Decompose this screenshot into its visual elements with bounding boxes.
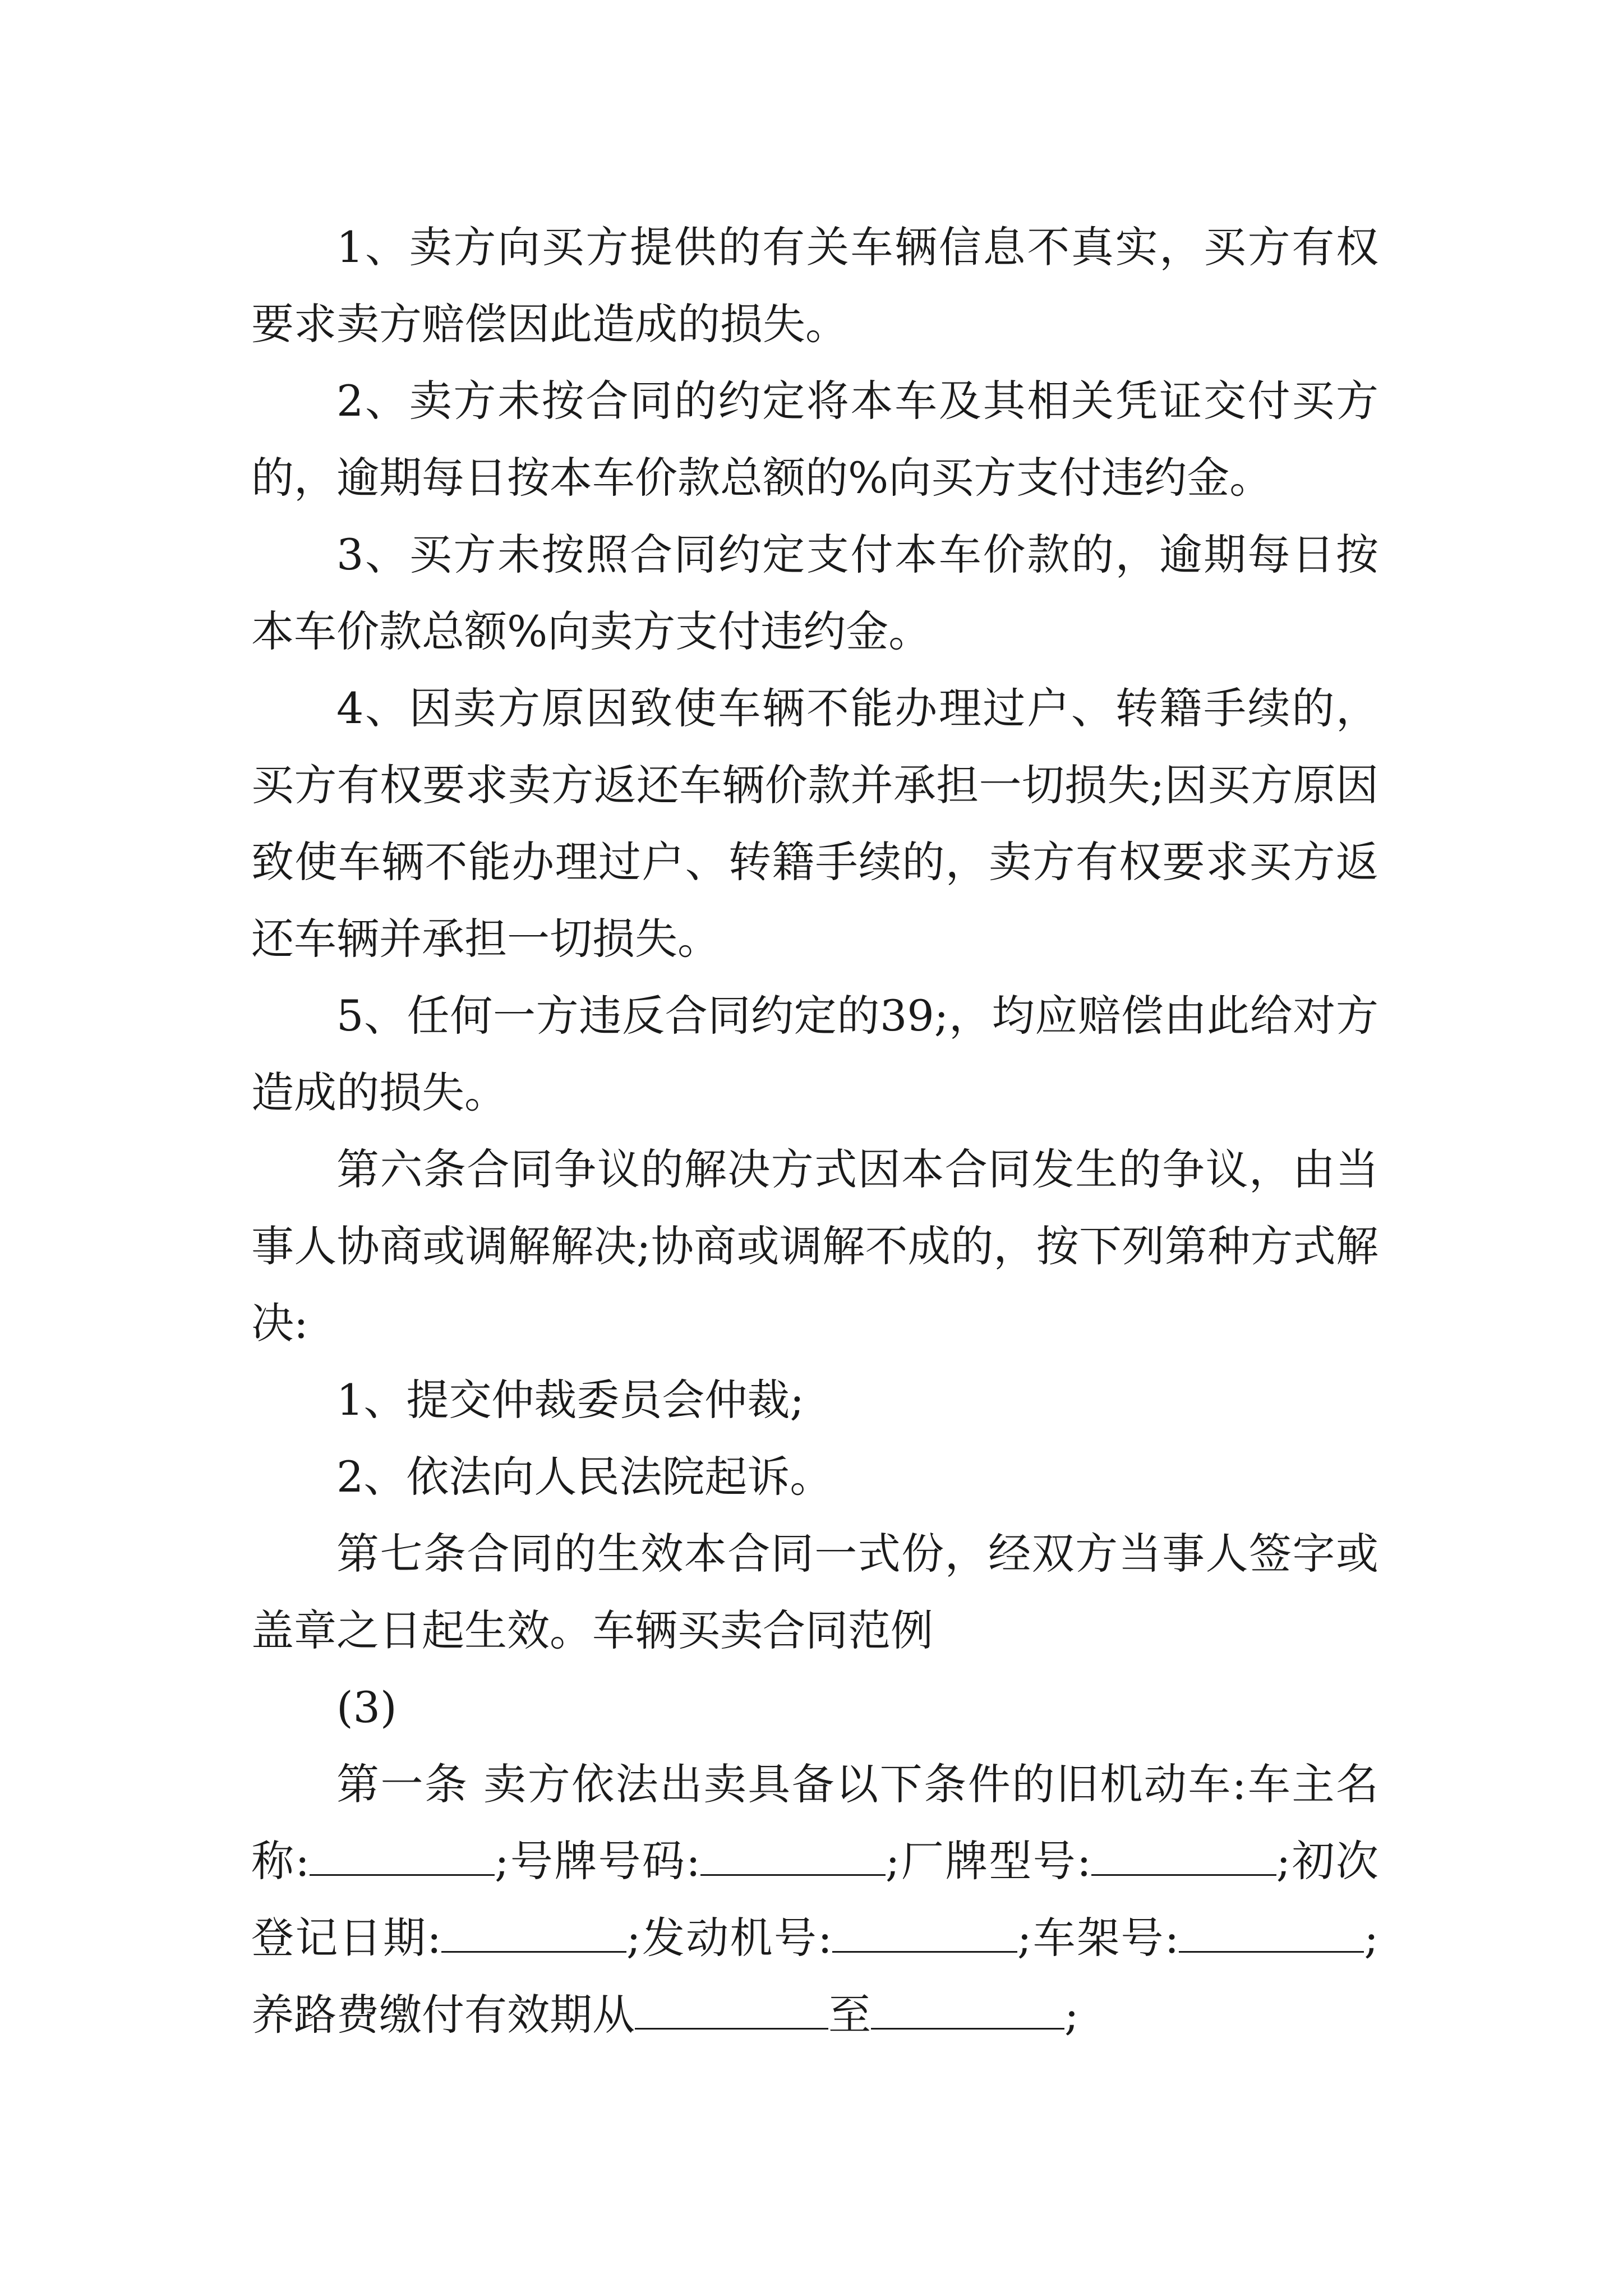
clause-3: 3、买方未按照合同约定支付本车价款的，逾期每日按本车价款总额%向卖方支付违约金。 [251,530,1378,656]
owner-name-blank [310,1836,495,1876]
article-one-intro: 第一条 卖方依法出卖具备以下条件的旧机动车:车主名称: [251,1759,1378,1886]
article-one-end: ; [1064,1990,1079,2040]
reg-date-label: ;初次登记日期: [251,1836,1379,1963]
option-court: 2、依法向人民法院起诉。 [336,1452,833,1502]
reg-date-blank [441,1913,626,1953]
road-fee-to-blank [871,1990,1064,2030]
engine-label: ;发动机号: [626,1913,832,1963]
article-six: 第六条合同争议的解决方式因本合同发生的争议，由当事人协商或调解解决;协商或调解不成的，按下列第种方式解决: [251,1144,1378,1348]
document-page [251,209,1378,2053]
clause-4: 4、因卖方原因致使车辆不能办理过户、转籍手续的，买方有权要求卖方返还车辆价款并承担一切损失;因买方原因致使车辆不能办理过户、转籍手续的，卖方有权要求买方返还车辆并承担一切损失。 [251,683,1378,964]
engine-number-blank [832,1913,1017,1953]
model-label: ;厂牌型号: [885,1836,1091,1886]
plate-label: ;号牌号码: [494,1836,700,1886]
road-fee-from-blank [635,1990,828,2030]
clause-1: 1、卖方向买方提供的有关车辆信息不真实，买方有权要求卖方赔偿因此造成的损失。 [251,222,1378,349]
article-seven: 第七条合同的生效本合同一式份，经双方当事人签字或盖章之日起生效。车辆买卖合同范例 [251,1529,1378,1655]
section-number: (3) [336,1682,397,1732]
model-blank [1091,1836,1276,1876]
frame-number-blank [1179,1913,1364,1953]
plate-number-blank [700,1836,886,1876]
road-fee-label: ;养路费缴付有效期从 [251,1913,1379,2040]
option-arbitration: 1、提交仲裁委员会仲裁; [336,1375,804,1425]
clause-2: 2、卖方未按合同的约定将本车及其相关凭证交付买方的，逾期每日按本车价款总额的%向买方支付违约金。 [251,376,1378,503]
to-label: 至 [828,1990,871,2040]
clause-5: 5、任何一方违反合同约定的39;，均应赔偿由此给对方造成的损失。 [251,991,1378,1117]
frame-label: ;车架号: [1017,1913,1179,1963]
article-one [251,1746,1378,2053]
